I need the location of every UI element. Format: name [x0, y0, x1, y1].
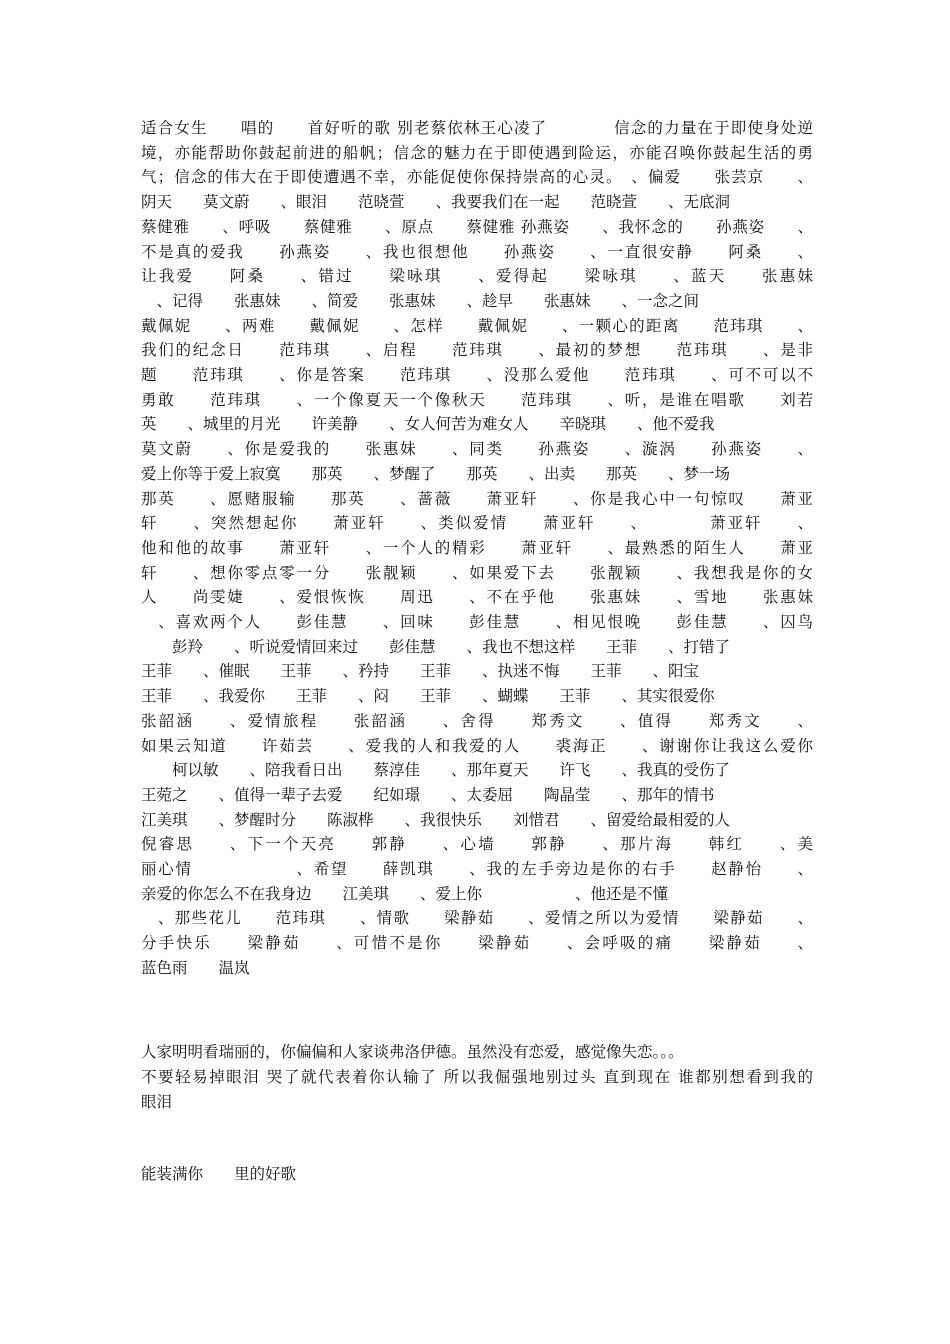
text-line: 境，亦能帮助你鼓起前进的船帆；信念的魅力在于即使遇到险运，亦能召唤你鼓起生活的勇: [141, 143, 813, 162]
text-line: 王菀之 、值得一辈子去爱 纪如璟 、太委屈 陶晶莹 、那年的情书: [141, 785, 715, 804]
text-line: 人 尚雯婕 、爱恨恢恢 周迅 、不在乎他 张惠妹 、雪地 张惠妹: [141, 588, 813, 607]
text-line: 他和他的故事 萧亚轩 、一个人的精彩 萧亚轩 、最熟悉的陌生人 萧亚: [141, 538, 813, 557]
text-line: 倪睿思 、下一个天亮 郭静 、心墙 郭静 、那片海 韩红 、美: [141, 835, 813, 854]
text-line: 分手快乐 梁静茹 、可惜不是你 梁静茹 、会呼吸的痛 梁静茹 、: [141, 934, 813, 953]
text-line: 能装满你 里的好歌: [141, 1165, 297, 1183]
text-line: 亲爱的你怎么不在我身边 江美琪 、爱上你 、他还是不懂: [141, 884, 669, 903]
text-line: 人家明明看瑞丽的，你偏偏和人家谈弗洛伊德。虽然没有恋爱，感觉像失恋。。。: [141, 1043, 684, 1061]
text-line: 眼泪: [141, 1093, 173, 1111]
text-line: 王菲 、催眠 王菲 、矜持 王菲 、执迷不悔 王菲 、阳宝: [141, 662, 700, 681]
text-line: 、那些花儿 范玮琪 、情歌 梁静茹 、爱情之所以为爱情 梁静茹 、: [141, 909, 813, 928]
text-line: 不要轻易掉眼泪 哭了就代表着你认输了 所以我倔强地别过头 直到现在 谁都别想看到我的: [141, 1068, 813, 1086]
text-line: 如果云知道 许茹芸 、爱我的人和我爱的人 裘海正 、谢谢你让我这么爱你: [141, 736, 813, 755]
text-line: 彭羚 、听说爱情回来过 彭佳慧 、我也不想这样 王菲 、打错了: [141, 637, 731, 656]
text-line: 那英 、愿赌服输 那英 、蔷薇 萧亚轩 、你是我心中一句惊叹 萧亚: [141, 489, 813, 508]
text-line: 柯以敏 、陪我看日出 蔡淳佳 、那年夏天 许飞 、我真的受伤了: [141, 761, 731, 780]
text-line: 莫文蔚 、你是爱我的 张惠妹 、同类 孙燕姿 、漩涡 孙燕姿 、: [141, 440, 813, 459]
text-line: 张韶涵 、爱情旅程 张韶涵 、舍得 郑秀文 、值得 郑秀文 、: [141, 711, 813, 730]
text-line: 勇敢 范玮琪 、一个像夏天一个像秋天 范玮琪 、听，是谁在唱歌 刘若: [141, 390, 813, 409]
text-line: 、喜欢两个人 彭佳慧 、回味 彭佳慧 、相见恨晚 彭佳慧 、囚鸟: [141, 613, 813, 631]
text-line: 江美琪 、梦醒时分 陈淑桦 、我很快乐 刘惜君 、留爱给最相爱的人: [141, 810, 731, 829]
text-line: 题 范玮琪 、你是答案 范玮琪 、没那么爱他 范玮琪 、可不可以不: [141, 366, 813, 384]
text-line: 丽心情 、希望 薛凯琪 、我的左手旁边是你的右手 赵静怡 、: [141, 860, 813, 878]
text-line: 轩 、想你零点零一分 张靓颖 、如果爱下去 张靓颖 、我想我是你的女: [141, 563, 813, 582]
text-line: 适合女生 唱的 首好听的歌 别老蔡依林王心凌了 信念的力量在于即使身处逆: [141, 119, 813, 137]
text-line: 我们的纪念日 范玮琪 、启程 范玮琪 、最初的梦想 范玮琪 、是非: [141, 341, 813, 360]
text-line: 气；信念的伟大在于即使遭遇不幸，亦能促使你保持崇高的心灵。 、偏爱 张芸京 、: [141, 168, 813, 187]
text-line: 蔡健雅 、呼吸 蔡健雅 、原点 蔡健雅 孙燕姿 、我怀念的 孙燕姿 、: [141, 217, 813, 236]
text-line: 英 、城里的月光 许美静 、女人何苦为难女人 辛晓琪 、他不爱我: [141, 415, 715, 434]
text-line: 让我爱 阿桑 、错过 梁咏琪 、爱得起 梁咏琪 、蓝天 张惠妹: [141, 267, 813, 286]
text-line: 爱上你等于爱上寂寞 那英 、梦醒了 那英 、出卖 那英 、梦一场: [141, 464, 731, 483]
text-line: 不是真的爱我 孙燕姿 、我也很想他 孙燕姿 、一直很安静 阿桑 、: [141, 242, 813, 261]
text-line: 阴天 莫文蔚 、眼泪 范晓萱 、我要我们在一起 范晓萱 、无底洞: [141, 193, 731, 212]
text-line: 蓝色雨 温岚: [141, 958, 250, 977]
text-line: 、记得 张惠妹 、简爱 张惠妹 、趁早 张惠妹 、一念之间: [141, 291, 700, 310]
text-line: 轩 、突然想起你 萧亚轩 、类似爱情 萧亚轩 、 萧亚轩 、: [141, 514, 813, 533]
text-line: 王菲 、我爱你 王菲 、闷 王菲 、蝴蝶 王菲 、其实很爱你: [141, 687, 715, 706]
text-line: 戴佩妮 、两难 戴佩妮 、怎样 戴佩妮 、一颗心的距离 范玮琪 、: [141, 316, 813, 335]
